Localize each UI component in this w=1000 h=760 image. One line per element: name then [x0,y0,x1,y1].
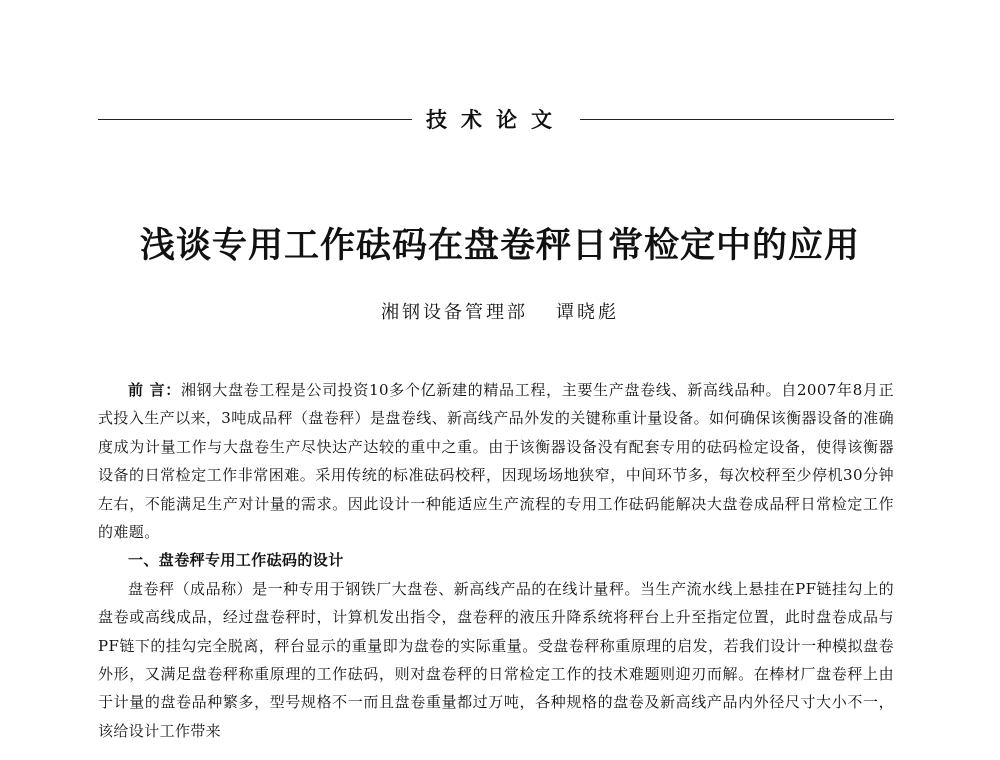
section-header [98,105,894,133]
preface-text: 湘钢大盘卷工程是公司投资10多个亿新建的精品工程，主要生产盘卷线、新高线品种。自2007年8月正式投入生产以来，3吨成品秤（盘卷秤）是盘卷线、新高线产品外发的关键称重计量设备。如何确保该衡器设备的准确度成为计量工作与大盘卷生产尽快达产达较的重中之重。由于该衡器设备没有配套专用的砝码检定设备，使得该衡器设备的日常检定工作非常困难。采用传统的标准砝码校秤，因现场场地狭窄，中间环节多，每次校秤至少停机30分钟左右，不能满足生产对计量的需求。因此设计一种能适应生产流程的专用工作砝码能解决大盘卷成品秤日常检定工作的难题。 [98,381,894,542]
section-paragraph: 盘卷秤（成品称）是一种专用于钢铁厂大盘卷、新高线产品的在线计量秤。当生产流水线上悬挂在PF链挂勾上的盘卷或高线成品，经过盘卷秤时，计算机发出指令，盘卷秤的液压升降系统将秤台上升至指定位置，此时盘卷成品与PF链下的挂勾完全脱离，秤台显示的重量即为盘卷的实际重量。受盘卷秤称重原理的启发，若我们设计一种模拟盘卷外形，又满足盘卷秤称重原理的工作砝码，则对盘卷秤的日常检定工作的技术难题则迎刃而解。在棒材厂盘卷秤上由于计量的盘卷品种繁多，型号规格不一而且盘卷重量都过万吨，各种规格的盘卷及新高线产品内外径尺寸大小不一，该给设计工作带来 [98,579,894,740]
article-body [98,376,894,745]
section-heading: 一、盘卷秤专用工作砝码的设计 [128,551,344,570]
header-rule-right [580,119,894,120]
byline [0,298,1000,324]
article-title: 浅谈专用工作砝码在盘卷秤日常检定中的应用 [139,225,860,266]
header-rule-left [98,119,412,120]
preface-label: 前 言： [128,381,181,399]
author: 谭晓彪 [556,302,619,323]
section-label: 技术论文 [426,108,566,132]
affiliation: 湘钢设备管理部 [381,302,528,323]
preface-paragraph [98,376,894,546]
